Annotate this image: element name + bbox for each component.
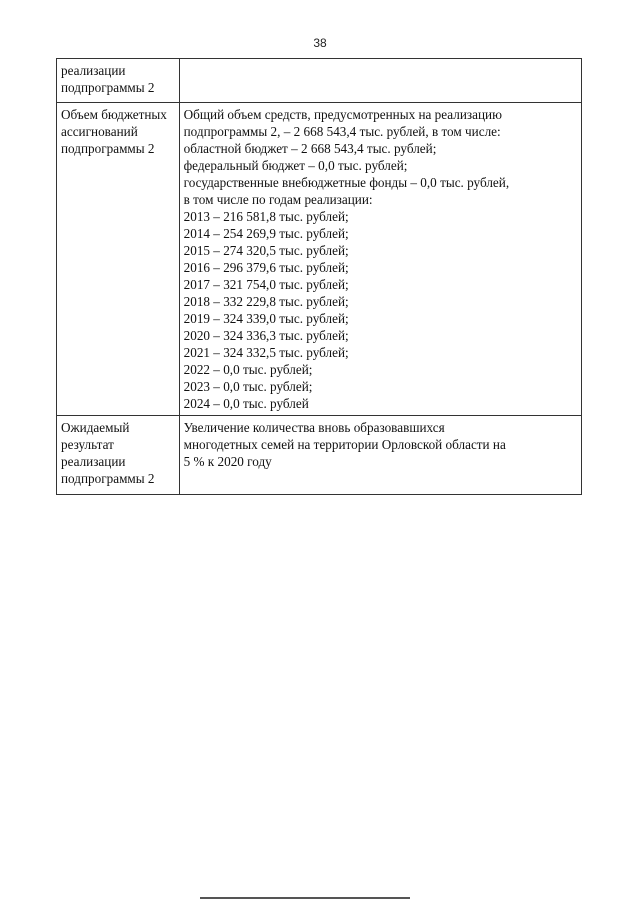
table-row-budget-allocations [57, 103, 582, 416]
budget-year-line: 2020 – 324 336,3 тыс. рублей; [183, 328, 349, 343]
row-label-line: Объем бюджетных [61, 107, 167, 122]
budget-regional-line: областной бюджет – 2 668 543,4 тыс. рублей; [183, 141, 437, 156]
row-value-cell [179, 103, 581, 416]
budget-year-line: 2023 – 0,0 тыс. рублей; [183, 379, 313, 394]
scan-edge-divider [200, 897, 410, 899]
subprogram-passport-table [56, 58, 582, 495]
table-row-expected-result [57, 416, 582, 495]
row-label-line: Ожидаемый [61, 420, 130, 435]
row-label-line: результат [61, 437, 114, 452]
budget-year-line: 2019 – 324 339,0 тыс. рублей; [183, 311, 349, 326]
row-label-line: ассигнований [61, 124, 138, 139]
row-value-cell [179, 416, 581, 495]
budget-total-line: Общий объем средств, предусмотренных на реализацию [183, 107, 502, 122]
budget-year-line: 2024 – 0,0 тыс. рублей [183, 396, 309, 411]
row-label-line: подпрограммы 2 [61, 141, 155, 156]
budget-year-line: 2021 – 324 332,5 тыс. рублей; [183, 345, 349, 360]
page-number: 38 [313, 36, 327, 50]
expected-result-line: 5 % к 2020 году [183, 454, 272, 469]
budget-year-line: 2016 – 296 379,6 тыс. рублей; [183, 260, 349, 275]
budget-year-line: 2013 – 216 581,8 тыс. рублей; [183, 209, 349, 224]
budget-year-line: 2022 – 0,0 тыс. рублей; [183, 362, 313, 377]
budget-year-line: 2017 – 321 754,0 тыс. рублей; [183, 277, 349, 292]
budget-year-line: 2018 – 332 229,8 тыс. рублей; [183, 294, 349, 309]
expected-result-line: многодетных семей на территории Орловской области на [183, 437, 506, 452]
row-label-line: подпрограммы 2 [61, 471, 155, 486]
budget-year-line: 2014 – 254 269,9 тыс. рублей; [183, 226, 349, 241]
row-value-cell-empty [179, 59, 581, 103]
table-row-implementation [57, 59, 582, 103]
budget-extrabudgetary-line: государственные внебюджетные фонды – 0,0 тыс. рублей, [183, 175, 510, 190]
row-label-cell [57, 59, 180, 103]
row-label-cell [57, 416, 180, 495]
row-label-line: реализации [61, 63, 126, 78]
budget-year-line: 2015 – 274 320,5 тыс. рублей; [183, 243, 349, 258]
row-label-cell [57, 103, 180, 416]
expected-result-line: Увеличение количества вновь образовавшихся [183, 420, 445, 435]
budget-federal-line: федеральный бюджет – 0,0 тыс. рублей; [183, 158, 408, 173]
row-label-line: реализации [61, 454, 126, 469]
budget-total-line: подпрограммы 2, – 2 668 543,4 тыс. рублей, в том числе: [183, 124, 501, 139]
budget-by-year-heading: в том числе по годам реализации: [183, 192, 373, 207]
row-label-line: подпрограммы 2 [61, 80, 155, 95]
